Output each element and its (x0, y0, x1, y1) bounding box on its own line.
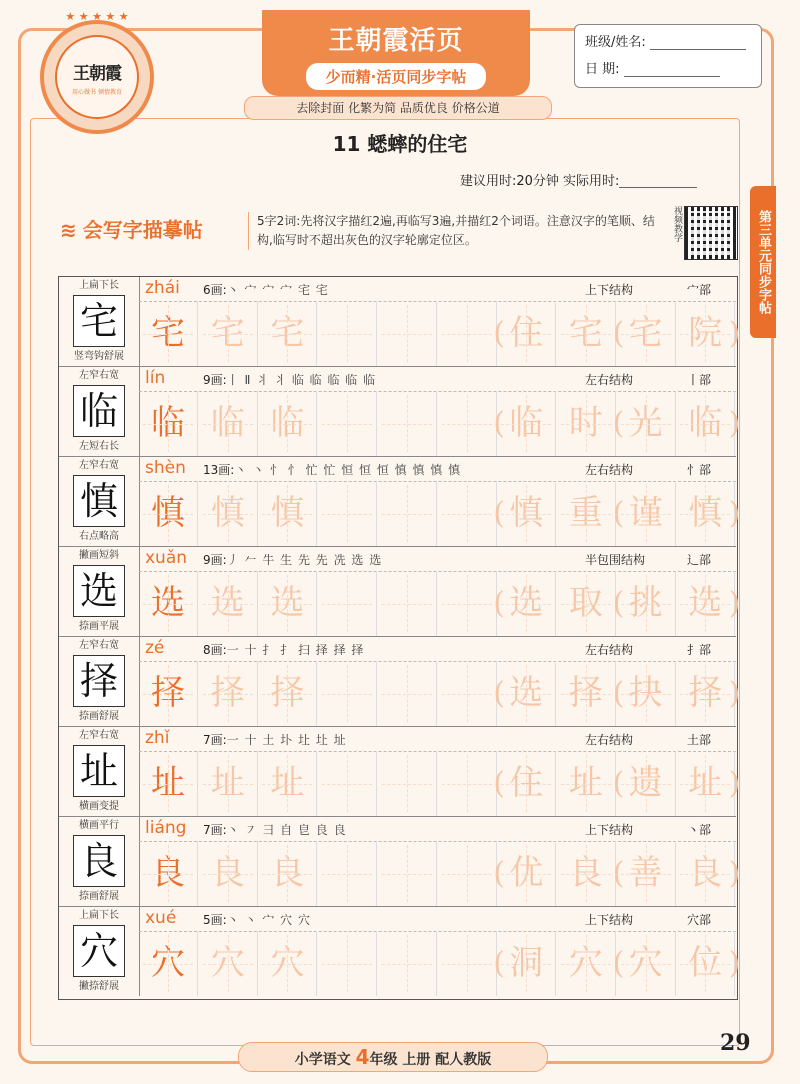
stroke-sequence: 一 十 土 圤 圵 圵 址 (226, 733, 347, 747)
word-char[interactable] (557, 301, 616, 366)
paren-left: ( (493, 316, 505, 351)
top-tip: 撇画短斜 (79, 550, 119, 561)
model-char[interactable] (139, 481, 198, 546)
word-char[interactable] (493, 571, 556, 636)
word-char[interactable] (493, 661, 556, 726)
word-char-text: 住 (509, 313, 544, 353)
class-name-field[interactable] (650, 35, 746, 50)
trace-char-text: 址 (270, 763, 305, 803)
trace-char-text: 宅 (270, 313, 305, 353)
structure: 上下结构 (585, 283, 634, 297)
word-char-text: 宅 (628, 313, 663, 353)
word-char-text: 位 (688, 943, 723, 983)
paren-right: ) (728, 946, 741, 981)
logo-tag: 用心做书 倾情教育 (72, 88, 122, 96)
paren-left: ( (612, 496, 625, 531)
blank-cell[interactable] (378, 931, 437, 996)
writing-cells (139, 481, 741, 546)
word-char[interactable] (557, 391, 616, 456)
char-tip-cell (59, 457, 140, 546)
blank-cell[interactable] (378, 481, 437, 546)
stroke-count: 7画: (203, 823, 227, 837)
blank-cell[interactable] (318, 391, 377, 456)
stroke-count: 7画: (203, 733, 227, 747)
footer-term: 上册 (402, 1052, 431, 1068)
trace-char[interactable] (258, 661, 317, 726)
bottom-tip: 捺画平展 (79, 621, 119, 632)
writing-cells (139, 391, 741, 456)
char-tip-cell (59, 817, 140, 906)
trace-char-text: 选 (210, 583, 245, 623)
blank-cell[interactable] (438, 661, 497, 726)
trace-char-text: 慎 (210, 493, 245, 533)
trace-char-text: 选 (270, 583, 305, 623)
word-char[interactable] (493, 301, 556, 366)
char-tip-cell (59, 277, 140, 366)
word-char-text: 院 (688, 313, 723, 353)
word-char[interactable] (493, 391, 556, 456)
blank-cell[interactable] (378, 751, 437, 816)
trace-char[interactable] (258, 931, 317, 996)
paren-right: ) (728, 676, 741, 711)
trace-char[interactable] (199, 571, 258, 636)
radical: 宀部 (687, 283, 712, 297)
blank-cell[interactable] (318, 571, 377, 636)
pinyin: zhái (145, 278, 180, 298)
model-char[interactable] (139, 301, 198, 366)
paren-right: ) (728, 496, 741, 531)
word-char[interactable] (612, 661, 676, 726)
bottom-tip: 捺画舒展 (79, 891, 119, 902)
char-info-line (139, 637, 736, 662)
section-title: 会写字描摹帖 (82, 218, 203, 242)
trace-char-text: 良 (210, 853, 245, 893)
practice-row (59, 457, 741, 547)
trace-char-text: 慎 (270, 493, 305, 533)
word-char-text: 良 (688, 853, 723, 893)
top-tip: 左窄右宽 (79, 460, 119, 471)
paren-left: ( (612, 766, 625, 801)
structure: 半包围结构 (585, 553, 646, 567)
slogan: 去除封面 化繁为简 品质优良 价格公道 (244, 96, 552, 120)
structure: 左右结构 (585, 643, 634, 657)
word-char-text: 良 (568, 853, 603, 893)
word-char-text: 重 (568, 493, 603, 533)
radical: 穴部 (687, 913, 712, 927)
model-char-text: 慎 (151, 493, 185, 533)
example-char: 择 (73, 655, 125, 707)
page-number: 29 (720, 1030, 751, 1056)
word-char[interactable] (676, 391, 741, 456)
model-char[interactable] (139, 931, 198, 996)
radical: 扌部 (687, 643, 712, 657)
writing-cells (139, 301, 741, 366)
word-char[interactable] (676, 841, 741, 906)
word-char-text: 择 (568, 673, 603, 713)
stroke-order (203, 731, 347, 748)
blank-cell[interactable] (378, 661, 437, 726)
paren-left: ( (612, 676, 625, 711)
structure: 左右结构 (585, 733, 634, 747)
pinyin: zé (145, 638, 165, 658)
char-info-line (139, 457, 736, 482)
top-tip: 左窄右宽 (79, 730, 119, 741)
model-char[interactable] (139, 841, 198, 906)
word-char[interactable] (493, 931, 556, 996)
trace-char[interactable] (199, 301, 258, 366)
lesson-title: 11 蟋蟀的住宅 (332, 132, 468, 156)
example-char: 慎 (73, 475, 125, 527)
model-char[interactable] (139, 661, 198, 726)
word-char[interactable] (612, 391, 676, 456)
word-char[interactable] (493, 841, 556, 906)
stroke-order (203, 911, 311, 928)
wave-icon: ≋ (60, 218, 77, 242)
practice-row (59, 907, 741, 997)
word-char[interactable] (612, 301, 676, 366)
char-info-line (139, 547, 736, 572)
stroke-sequence: 丶 ㇇ 彐 自 皀 良 良 (226, 823, 347, 837)
word-char[interactable] (612, 841, 676, 906)
blank-cell[interactable] (438, 841, 497, 906)
structure: 上下结构 (585, 823, 634, 837)
trace-char[interactable] (199, 931, 258, 996)
char-tip-cell (59, 907, 140, 996)
model-char-text: 址 (151, 763, 185, 803)
paren-left: ( (612, 946, 625, 981)
word-char[interactable] (493, 481, 556, 546)
trace-char[interactable] (199, 391, 258, 456)
trace-char[interactable] (258, 481, 317, 546)
blank-cell[interactable] (318, 931, 377, 996)
trace-char-text: 穴 (270, 943, 305, 983)
paren-right: ) (728, 316, 741, 351)
brand-title: 王朝霞活页 (328, 26, 464, 56)
word-char-text: 光 (628, 403, 663, 443)
word-char[interactable] (676, 751, 741, 816)
word-char[interactable] (676, 301, 741, 366)
word-char-text: 遗 (628, 763, 663, 803)
char-info-line (139, 907, 736, 932)
paren-left: ( (612, 316, 625, 351)
pinyin: liáng (145, 818, 187, 838)
stroke-sequence: 丶 宀 宀 宀 宅 宅 (226, 283, 329, 297)
word-char-text: 抉 (628, 673, 663, 713)
example-char: 良 (73, 835, 125, 887)
top-tip: 横画平行 (79, 820, 119, 831)
model-char-text: 良 (151, 853, 185, 893)
word-char-text: 址 (688, 763, 723, 803)
practice-row (59, 367, 741, 457)
word-char-text: 取 (568, 583, 603, 623)
qr-block (666, 206, 738, 262)
footer-grade-word: 年级 (369, 1052, 398, 1068)
pinyin: zhǐ (145, 728, 170, 748)
footer-banner (238, 1042, 548, 1072)
model-char[interactable] (139, 391, 198, 456)
student-info-box (574, 24, 762, 88)
trace-char[interactable] (199, 841, 258, 906)
example-char: 址 (73, 745, 125, 797)
unit-side-tab: 第三单元同步字帖 (750, 186, 776, 338)
char-info-line (139, 727, 736, 752)
pinyin: lín (145, 368, 166, 388)
footer-subject: 小学语文 (294, 1052, 351, 1068)
practice-grid (58, 276, 741, 1000)
stroke-count: 9画: (203, 373, 227, 387)
pinyin: xué (145, 908, 177, 928)
stroke-sequence: 一 十 扌 扌 扫 择 择 择 (226, 643, 365, 657)
stroke-order (203, 371, 376, 388)
word-char[interactable] (676, 931, 741, 996)
paren-left: ( (493, 676, 505, 711)
stroke-order (203, 641, 364, 658)
blank-cell[interactable] (438, 571, 497, 636)
trace-char-text: 择 (270, 673, 305, 713)
word-char-text: 时 (568, 403, 603, 443)
top-tip: 上扁下长 (79, 280, 119, 291)
paren-left: ( (493, 496, 505, 531)
trace-char[interactable] (258, 571, 317, 636)
word-char-text: 临 (509, 403, 544, 443)
structure: 左右结构 (585, 463, 634, 477)
bottom-tip: 左短右长 (79, 441, 119, 452)
bottom-tip: 竖弯钩舒展 (74, 351, 124, 362)
stroke-sequence: 丶 丶 忄 忄 忙 忙 恒 恒 恒 慎 慎 慎 慎 (234, 463, 462, 477)
stroke-order (203, 551, 382, 568)
radical: 丶部 (687, 823, 712, 837)
word-char-text: 优 (509, 853, 544, 893)
stroke-sequence: 丶 丶 宀 穴 穴 (226, 913, 311, 927)
word-char[interactable] (557, 571, 616, 636)
stroke-order (203, 461, 461, 478)
word-char-text: 址 (568, 763, 603, 803)
paren-left: ( (493, 856, 505, 891)
word-char[interactable] (557, 481, 616, 546)
word-char-text: 选 (509, 583, 544, 623)
model-char-text: 择 (151, 673, 185, 713)
stroke-count: 13画: (203, 463, 235, 477)
paren-left: ( (493, 766, 505, 801)
date-label: 日 期: (585, 62, 620, 77)
stroke-count: 9画: (203, 553, 227, 567)
stars-icon: ★ ★ ★ ★ ★ (65, 10, 129, 23)
bottom-tip: 撇捺舒展 (79, 981, 119, 992)
paren-left: ( (493, 586, 505, 621)
blank-cell[interactable] (318, 841, 377, 906)
word-char-text: 善 (628, 853, 663, 893)
radical: 辶部 (687, 553, 712, 567)
word-char[interactable] (676, 661, 741, 726)
paren-right: ) (728, 856, 741, 891)
word-char[interactable] (612, 571, 676, 636)
blank-cell[interactable] (378, 571, 437, 636)
paren-left: ( (493, 946, 505, 981)
trace-char-text: 址 (210, 763, 245, 803)
blank-cell[interactable] (378, 391, 437, 456)
date-field[interactable] (624, 62, 720, 77)
trace-char-text: 宅 (210, 313, 245, 353)
word-char[interactable] (557, 841, 616, 906)
example-char: 宅 (73, 295, 125, 347)
practice-row (59, 637, 741, 727)
trace-char[interactable] (199, 661, 258, 726)
blank-cell[interactable] (438, 931, 497, 996)
trace-char-text: 择 (210, 673, 245, 713)
blank-cell[interactable] (438, 751, 497, 816)
blank-cell[interactable] (318, 751, 377, 816)
stroke-sequence: 丿 𠂉 牛 生 先 先 冼 选 选 (226, 553, 383, 567)
word-char[interactable] (493, 751, 556, 816)
paren-left: ( (612, 856, 625, 891)
practice-row (59, 547, 741, 637)
blank-cell[interactable] (378, 301, 437, 366)
stroke-count: 5画: (203, 913, 227, 927)
pinyin: xuǎn (145, 548, 188, 568)
blank-cell[interactable] (318, 661, 377, 726)
bottom-tip: 横画变提 (79, 801, 119, 812)
trace-char[interactable] (199, 481, 258, 546)
class-name-label: 班级/姓名: (585, 35, 646, 50)
logo-name: 王朝霞 (73, 63, 121, 84)
time-line (460, 170, 697, 189)
word-char[interactable] (557, 661, 616, 726)
stroke-sequence: 丨 Ⅱ 丬 丬 临 临 临 临 临 (226, 373, 377, 387)
example-char: 穴 (73, 925, 125, 977)
word-char[interactable] (612, 481, 676, 546)
paren-right: ) (728, 766, 741, 801)
word-char-text: 选 (509, 673, 544, 713)
word-char-text: 住 (509, 763, 544, 803)
model-char[interactable] (139, 751, 198, 816)
brand-subtitle: 少而精·活页同步字帖 (306, 63, 487, 90)
trace-char[interactable] (258, 301, 317, 366)
word-char[interactable] (612, 751, 676, 816)
blank-cell[interactable] (378, 841, 437, 906)
trace-char[interactable] (199, 751, 258, 816)
blank-cell[interactable] (318, 481, 377, 546)
radical: 丨部 (687, 373, 712, 387)
model-char[interactable] (139, 571, 198, 636)
char-info-line (139, 367, 736, 392)
word-char-text: 临 (688, 403, 723, 443)
paren-right: ) (728, 586, 741, 621)
trace-char[interactable] (258, 751, 317, 816)
writing-cells (139, 571, 741, 636)
section-heading (60, 214, 203, 243)
stroke-count: 6画: (203, 283, 227, 297)
time-text: 建议用时:20分钟 实际用时: (460, 174, 620, 189)
char-info-line (139, 277, 736, 302)
word-char-text: 慎 (509, 493, 544, 533)
qr-label: 视频教学 (672, 206, 682, 242)
char-tip-cell (59, 547, 140, 636)
word-char-text: 慎 (688, 493, 723, 533)
model-char-text: 选 (151, 583, 185, 623)
structure: 左右结构 (585, 373, 634, 387)
paren-left: ( (612, 586, 625, 621)
example-char: 临 (73, 385, 125, 437)
blank-cell[interactable] (438, 301, 497, 366)
top-tip: 上扁下长 (79, 910, 119, 921)
stroke-order (203, 821, 347, 838)
trace-char-text: 临 (270, 403, 305, 443)
brand-banner (262, 10, 530, 96)
char-tip-cell (59, 367, 140, 456)
word-char-text: 宅 (568, 313, 603, 353)
char-tip-cell (59, 637, 140, 726)
trace-char[interactable] (258, 841, 317, 906)
actual-time-field[interactable] (619, 175, 697, 188)
trace-char-text: 穴 (210, 943, 245, 983)
top-tip: 左窄右宽 (79, 370, 119, 381)
paren-left: ( (612, 406, 625, 441)
word-char[interactable] (612, 931, 676, 996)
trace-char[interactable] (258, 391, 317, 456)
practice-row (59, 817, 741, 907)
word-char[interactable] (557, 751, 616, 816)
word-char[interactable] (557, 931, 616, 996)
practice-row (59, 727, 741, 817)
paren-left: ( (493, 406, 505, 441)
publisher-logo (40, 10, 154, 134)
blank-cell[interactable] (438, 481, 497, 546)
char-info-line (139, 817, 736, 842)
footer-edition: 配人教版 (435, 1052, 492, 1068)
practice-row (59, 277, 741, 367)
writing-cells (139, 841, 741, 906)
writing-cells (139, 661, 741, 726)
model-char-text: 宅 (151, 313, 185, 353)
stroke-count: 8画: (203, 643, 227, 657)
bottom-tip: 捺画舒展 (79, 711, 119, 722)
radical: 忄部 (687, 463, 712, 477)
word-char-text: 洞 (509, 943, 544, 983)
structure: 上下结构 (585, 913, 634, 927)
word-char-text: 穴 (628, 943, 663, 983)
qr-code-icon[interactable] (684, 206, 738, 260)
pinyin: shèn (145, 458, 186, 478)
example-char: 选 (73, 565, 125, 617)
radical: 土部 (687, 733, 712, 747)
bottom-tip: 右点略高 (79, 531, 119, 542)
word-char-text: 谨 (628, 493, 663, 533)
trace-char-text: 良 (270, 853, 305, 893)
model-char-text: 临 (151, 403, 185, 443)
word-char[interactable] (676, 571, 741, 636)
word-char-text: 穴 (568, 943, 603, 983)
model-char-text: 穴 (151, 943, 185, 983)
stroke-order (203, 281, 329, 298)
top-tip: 左窄右宽 (79, 640, 119, 651)
char-tip-cell (59, 727, 140, 816)
footer-grade-num: 4 (355, 1045, 370, 1069)
word-char-text: 择 (688, 673, 723, 713)
word-char-text: 选 (688, 583, 723, 623)
trace-char-text: 临 (210, 403, 245, 443)
word-char[interactable] (676, 481, 741, 546)
paren-right: ) (728, 406, 741, 441)
writing-cells (139, 751, 741, 816)
blank-cell[interactable] (438, 391, 497, 456)
blank-cell[interactable] (318, 301, 377, 366)
instructions: 5字2词:先将汉字描红2遍,再临写3遍,并描红2个词语。注意汉字的笔顺、结构,临写时不超出灰色的汉字轮廓定位区。 (248, 212, 657, 250)
writing-cells (139, 931, 741, 996)
word-char-text: 挑 (628, 583, 663, 623)
